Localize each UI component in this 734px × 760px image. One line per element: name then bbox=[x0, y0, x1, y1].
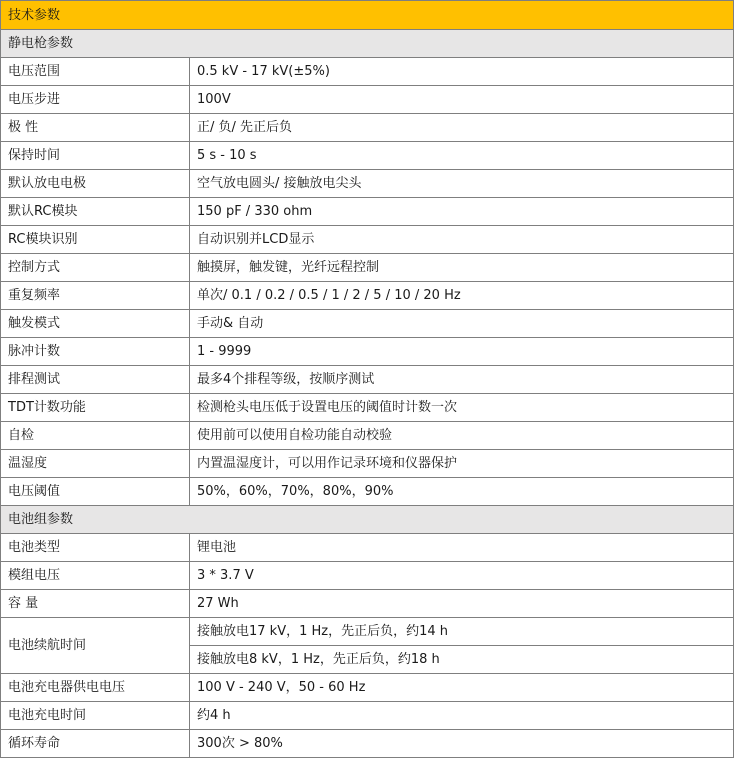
param-label: 自检 bbox=[1, 422, 190, 450]
table-row bbox=[1, 422, 734, 450]
param-value: 使用前可以使用自检功能自动校验 bbox=[190, 422, 734, 450]
table-row bbox=[1, 394, 734, 422]
param-label: 电池充电器供电电压 bbox=[1, 674, 190, 702]
table-row bbox=[1, 114, 734, 142]
param-value: 最多4个排程等级，按顺序测试 bbox=[190, 366, 734, 394]
table-row bbox=[1, 198, 734, 226]
table-row bbox=[1, 338, 734, 366]
param-label: 温湿度 bbox=[1, 450, 190, 478]
param-value: 5 s - 10 s bbox=[190, 142, 734, 170]
param-label: 电压范围 bbox=[1, 58, 190, 86]
table-row bbox=[1, 366, 734, 394]
param-label: 触发模式 bbox=[1, 310, 190, 338]
param-value: 检测枪头电压低于设置电压的阈值时计数一次 bbox=[190, 394, 734, 422]
param-value: 约4 h bbox=[190, 702, 734, 730]
param-value: 3 * 3.7 V bbox=[190, 562, 734, 590]
param-value: 1 - 9999 bbox=[190, 338, 734, 366]
table-row bbox=[1, 674, 734, 702]
table-row bbox=[1, 478, 734, 506]
table-title: 技术参数 bbox=[1, 1, 734, 30]
param-value: 接触放电17 kV，1 Hz，先正后负，约14 h bbox=[190, 618, 734, 646]
param-label: 默认放电电极 bbox=[1, 170, 190, 198]
table-row bbox=[1, 534, 734, 562]
table-row bbox=[1, 730, 734, 758]
param-value: 50%，60%，70%，80%，90% bbox=[190, 478, 734, 506]
param-label: 电压阈值 bbox=[1, 478, 190, 506]
param-value: 300次 > 80% bbox=[190, 730, 734, 758]
table-row bbox=[1, 590, 734, 618]
param-label: 脉冲计数 bbox=[1, 338, 190, 366]
param-label: 控制方式 bbox=[1, 254, 190, 282]
param-label: 排程测试 bbox=[1, 366, 190, 394]
param-value: 接触放电8 kV，1 Hz，先正后负，约18 h bbox=[190, 646, 734, 674]
param-value: 空气放电圆头/ 接触放电尖头 bbox=[190, 170, 734, 198]
param-label: TDT计数功能 bbox=[1, 394, 190, 422]
table-row bbox=[1, 282, 734, 310]
param-value: 0.5 kV - 17 kV(±5%) bbox=[190, 58, 734, 86]
param-label: 重复频率 bbox=[1, 282, 190, 310]
param-label: 默认RC模块 bbox=[1, 198, 190, 226]
param-label: 电压步进 bbox=[1, 86, 190, 114]
param-label: RC模块识别 bbox=[1, 226, 190, 254]
param-value: 单次/ 0.1 / 0.2 / 0.5 / 1 / 2 / 5 / 10 / 20 Hz bbox=[190, 282, 734, 310]
table-row bbox=[1, 142, 734, 170]
table-row bbox=[1, 254, 734, 282]
param-value: 27 Wh bbox=[190, 590, 734, 618]
param-label: 电池类型 bbox=[1, 534, 190, 562]
table-row bbox=[1, 170, 734, 198]
section-header-battery bbox=[1, 506, 734, 534]
param-value: 100 V - 240 V，50 - 60 Hz bbox=[190, 674, 734, 702]
param-label: 循环寿命 bbox=[1, 730, 190, 758]
table-row bbox=[1, 58, 734, 86]
table-row bbox=[1, 702, 734, 730]
param-label: 容 量 bbox=[1, 590, 190, 618]
param-label: 模组电压 bbox=[1, 562, 190, 590]
param-value: 自动识别并LCD显示 bbox=[190, 226, 734, 254]
table-row bbox=[1, 226, 734, 254]
table-row bbox=[1, 618, 734, 646]
param-value: 手动& 自动 bbox=[190, 310, 734, 338]
section-header-gun bbox=[1, 30, 734, 58]
param-value: 锂电池 bbox=[190, 534, 734, 562]
table-row bbox=[1, 310, 734, 338]
param-label: 保持时间 bbox=[1, 142, 190, 170]
param-value: 内置温湿度计，可以用作记录环境和仪器保护 bbox=[190, 450, 734, 478]
param-label: 电池续航时间 bbox=[1, 618, 190, 674]
param-value: 触摸屏，触发键，光纤远程控制 bbox=[190, 254, 734, 282]
param-label: 电池充电时间 bbox=[1, 702, 190, 730]
table-row bbox=[1, 86, 734, 114]
section-title: 电池组参数 bbox=[1, 506, 734, 534]
section-title: 静电枪参数 bbox=[1, 30, 734, 58]
table-row bbox=[1, 562, 734, 590]
table-title-row bbox=[1, 1, 734, 30]
param-value: 100V bbox=[190, 86, 734, 114]
table-row bbox=[1, 450, 734, 478]
param-label: 极 性 bbox=[1, 114, 190, 142]
param-value: 正/ 负/ 先正后负 bbox=[190, 114, 734, 142]
param-value: 150 pF / 330 ohm bbox=[190, 198, 734, 226]
